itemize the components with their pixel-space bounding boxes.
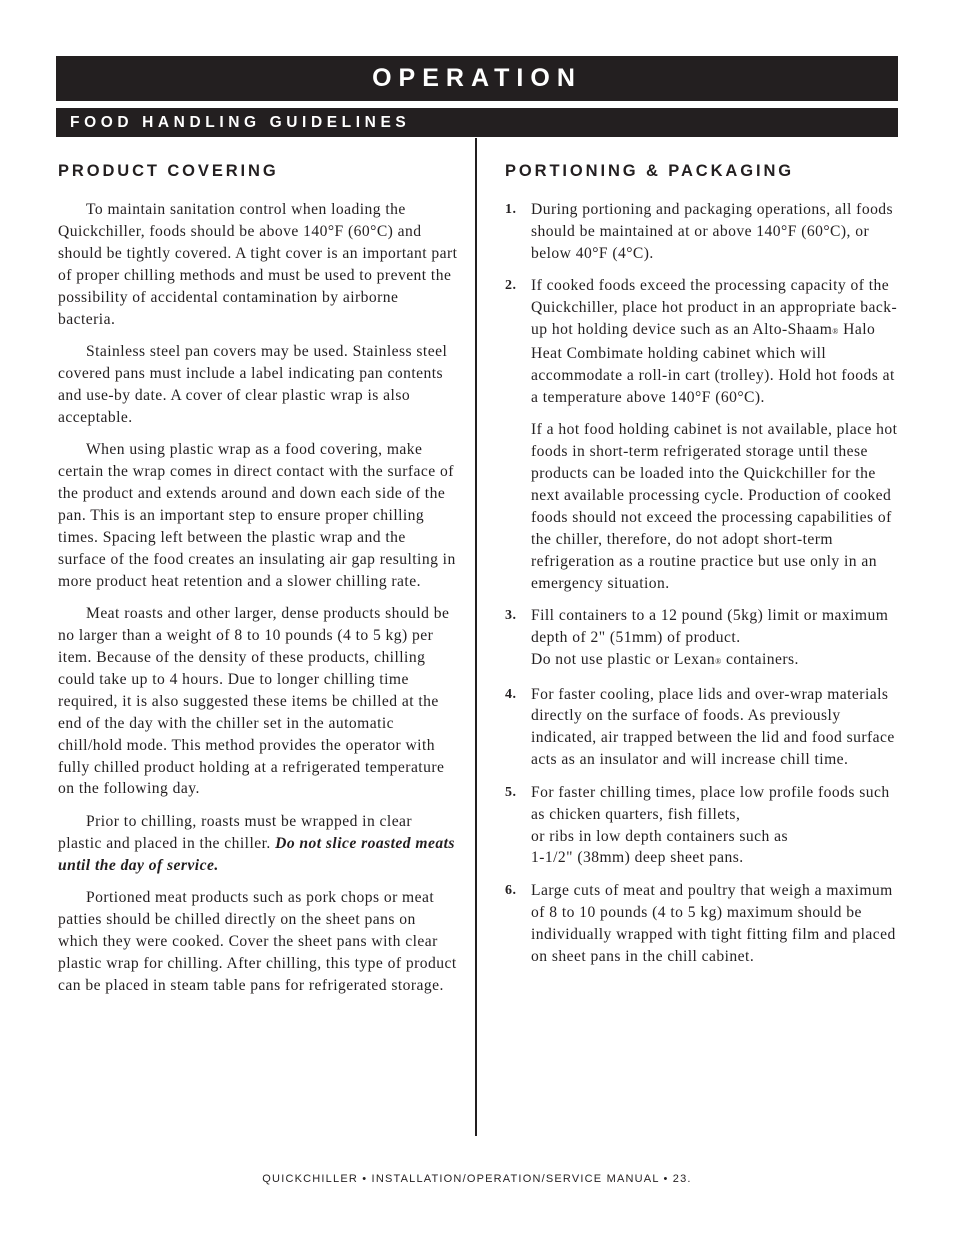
- list-number: 1.: [505, 202, 517, 217]
- list-item: [505, 880, 898, 968]
- subsection-title-banner: [56, 108, 898, 137]
- paragraph-text: Prior to chilling, roasts must be wrapped in clear plastic and placed in the chiller.: [58, 812, 413, 852]
- list-number: 2.: [505, 278, 517, 294]
- list-number: 5.: [505, 784, 517, 800]
- product-covering-heading: PRODUCT COVERING: [58, 162, 279, 180]
- paragraph: [58, 811, 458, 877]
- paragraph: When using plastic wrap as a food covering, make certain the wrap comes in direct contact with the surface of the product and extends around and down each side of the pan. This is an important step to ensure proper chilling times. Spacing left between the plastic wrap and the surface of the food creates an insulating air gap resulting in more product heat retention and a slower chilling rate.: [58, 441, 456, 590]
- list-item-text: containers.: [721, 651, 799, 668]
- list-item: [505, 275, 898, 594]
- page-footer: QUICKCHILLER • INSTALLATION/OPERATION/SERVICE MANUAL • 23.: [262, 1173, 692, 1185]
- list-item-text: or ribs in low depth containers such as: [531, 827, 789, 845]
- column-divider: [475, 138, 477, 1136]
- list-number: 6.: [505, 882, 517, 898]
- list-item-text: Halo Heat Combimate holding cabinet which will accommodate a roll-in cart (trolley). Hold hot foods at a temperature above 140°F (60°C).: [531, 321, 895, 406]
- list-number: 4.: [505, 686, 517, 702]
- registered-mark: ®: [832, 327, 839, 337]
- registered-mark: ®: [715, 657, 722, 666]
- list-item: [505, 684, 898, 772]
- list-number: 3.: [505, 608, 517, 624]
- paragraph: Portioned meat products such as pork chops or meat patties should be chilled directly on the sheet pans on which they were cooked. Cover the sheet pans with clear plastic wrap for chilling. After chilling, this type of product can be placed in steam table pans for refrigerated storage.: [58, 889, 457, 994]
- list-item-paragraph: If a hot food holding cabinet is not available, place hot foods in short-term refrigerated storage until these products can be loaded into the Quickchiller for the next available processing cycle. Production of cooked foods should not exceed the processing capabilities of the chiller, therefore, do not adopt short-term refrigeration as a routine practice but use only in an emergency situation.: [531, 421, 898, 592]
- list-item-text: 1-1/2" (38mm) deep sheet pans.: [531, 849, 744, 867]
- list-item-text: Large cuts of meat and poultry that weigh a maximum of 8 to 10 pounds (4 to 5 kg) maximum should be individually wrapped with tight fitting film and placed on sheet pans in the chill cabinet.: [531, 881, 896, 965]
- list-item-text: Fill containers to a 12 pound (5kg) limit or maximum depth of 2" (51mm) of product.: [531, 607, 889, 647]
- list-item: [505, 782, 898, 870]
- section-title: OPERATION: [372, 64, 582, 92]
- paragraph: Meat roasts and other larger, dense products should be no larger than a weight of 8 to 10 pounds (4 to 5 kg) per item. Because of the density of these products, chilling could take up to 4 hours. Due to longer chilling time required, it is also suggested these items be chilled at the end of the day with the chiller set in the automatic chill/hold mode. This method provides the operator with fully chilled product holding at a refrigerated temperature on the following day.: [58, 605, 450, 798]
- list-item: [505, 199, 898, 265]
- list-item-text: For faster chilling times, place low profile foods such as chicken quarters, fish fillets,: [531, 783, 890, 823]
- list-item-text: Do not use plastic or Lexan: [531, 651, 716, 668]
- list-item-text: During portioning and packaging operations, all foods should be maintained at or above 140°F (60°C), or below 40°F (4°C).: [531, 201, 894, 262]
- list-item-text: For faster cooling, place lids and over-wrap materials directly on the surface of foods. As previously indicated, air trapped between the lid and food surface acts as an insulator and will increase chill time.: [531, 685, 895, 769]
- list-item-text: If cooked foods exceed the processing capacity of the Quickchiller, place hot product in an appropriate back-up hot holding device such as an Alto-Shaam: [531, 277, 898, 339]
- section-title-banner: [56, 56, 898, 101]
- emphasis-note: Do not slice roasted meats until the day of service.: [58, 834, 455, 874]
- portioning-packaging-heading: PORTIONING & PACKAGING: [505, 162, 794, 180]
- list-item: [505, 605, 898, 673]
- paragraph: Stainless steel pan covers may be used. Stainless steel covered pans must include a label indicating pan contents and use-by date. A cover of clear plastic wrap is also acceptable.: [58, 343, 448, 426]
- subsection-title: FOOD HANDLING GUIDELINES: [70, 114, 411, 131]
- portioning-packaging-column: [505, 158, 898, 978]
- paragraph: To maintain sanitation control when loading the Quickchiller, foods should be above 140°F (60°C) and should be tightly covered. A tight cover is an important part of proper chilling methods and must be used to prevent the possibility of accidental contamination by airborne bacteria.: [58, 201, 458, 328]
- guidelines-list: [505, 199, 898, 968]
- product-covering-column: [58, 158, 458, 1007]
